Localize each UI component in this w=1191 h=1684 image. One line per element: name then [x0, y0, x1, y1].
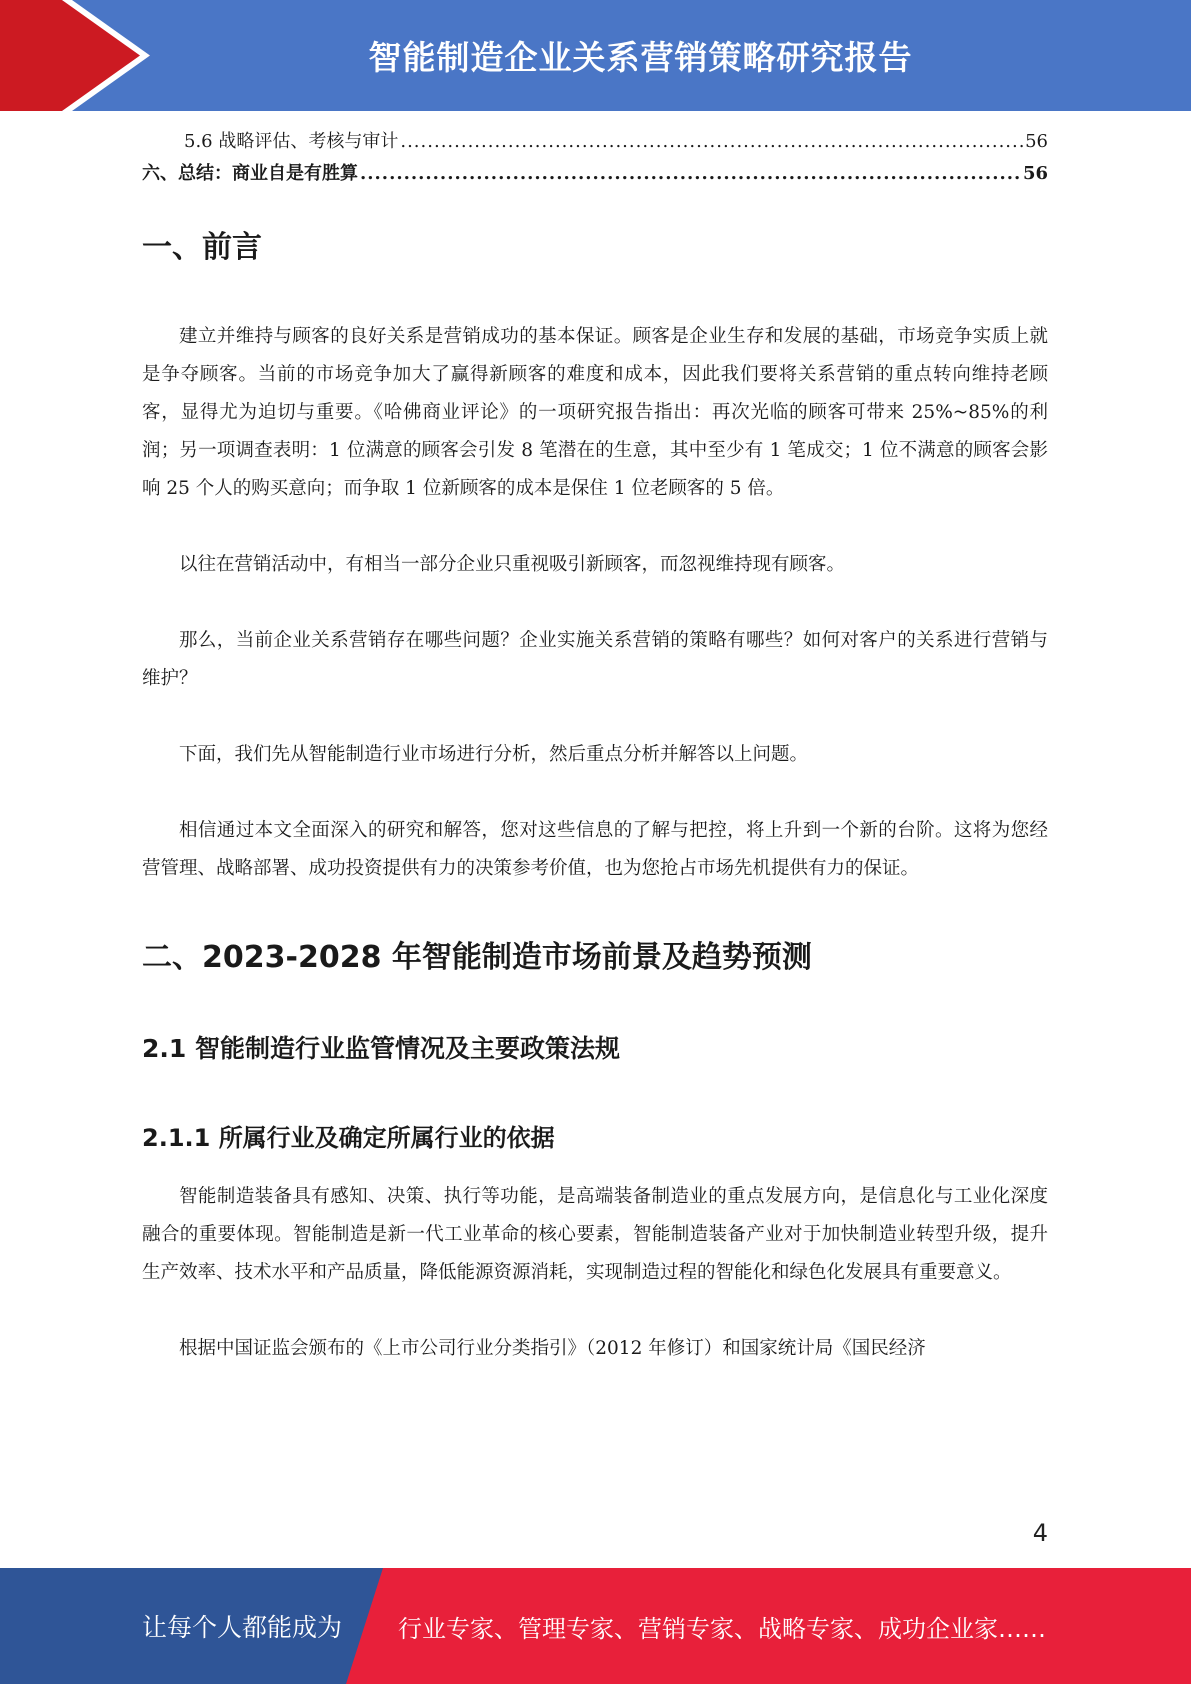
- forecast-paragraph: 根据中国证监会颁布的《上市公司行业分类指引》（2012 年修订）和国家统计局《国民经济: [179, 1338, 926, 1359]
- preface-paragraph: 相信通过本文全面深入的研究和解答，您对这些信息的了解与把控，将上升到一个新的台阶。这将为您经营管理、战略部署、成功投资提供有力的决策参考价值，也为您抢占市场先机提供有力的保证。: [142, 820, 1048, 879]
- toc-entry-page: 56: [1022, 163, 1048, 184]
- toc-leader-dots: [400, 126, 1023, 158]
- header-arrow-decoration: [0, 0, 150, 111]
- preface-paragraph: 以往在营销活动中，有相当一部分企业只重视吸引新顾客，而忽视维持现有顾客。: [179, 554, 846, 575]
- forecast-paragraph: 智能制造装备具有感知、决策、执行等功能，是高端装备制造业的重点发展方向，是信息化与工业化深度融合的重要体现。智能制造是新一代工业革命的核心要素，智能制造装备产业对于加快制造业转型升级，提升生产效率、技术水平和产品质量，降低能源资源消耗，实现制造过程的智能化和绿色化发展具有重要意义。: [142, 1186, 1048, 1283]
- section-2-1-heading: 2.1 智能制造行业监管情况及主要政策法规: [142, 1034, 620, 1063]
- footer-banner: [0, 1568, 1191, 1684]
- table-of-contents: [142, 126, 1048, 190]
- page-number: 4: [1032, 1519, 1048, 1547]
- preface-heading: 一、前言: [142, 230, 262, 265]
- report-title: 智能制造企业关系营销策略研究报告: [368, 38, 913, 77]
- section-2-1-1-heading: 2.1.1 所属行业及确定所属行业的依据: [142, 1124, 555, 1152]
- preface-paragraph: 建立并维持与顾客的良好关系是营销成功的基本保证。顾客是企业生存和发展的基础，市场竞争实质上就是争夺顾客。当前的市场竞争加大了赢得新顾客的难度和成本，因此我们要将关系营销的重点转向维持老顾客，显得尤为迫切与重要。《哈佛商业评论》的一项研究报告指出：再次光临的顾客可带来 25%~85%的利润；另一项调查表明：1 位满意的顾客会引发 8 笔潜在的生意，其中至少有 1 笔成交；1 位不满意的顾客会影响 25 个人的购买意向；而争取 1 位新顾客的成本是保住 1 位老顾客的 5 倍。: [142, 326, 1048, 499]
- preface-paragraph: 那么，当前企业关系营销存在哪些问题？企业实施关系营销的策略有哪些？如何对客户的关系进行营销与维护？: [142, 630, 1048, 689]
- footer-slogan-right: 行业专家、管理专家、营销专家、战略专家、成功企业家……: [398, 1614, 1046, 1643]
- toc-entry[interactable]: [142, 158, 1048, 190]
- footer-slogan-left: 让每个人都能成为: [142, 1613, 343, 1642]
- toc-entry-text: 六、总结：商业自是有胜算: [142, 163, 358, 184]
- toc-entry-text: 5.6 战略评估、考核与审计: [184, 131, 399, 152]
- forecast-heading: 二、2023-2028 年智能制造市场前景及趋势预测: [142, 940, 812, 975]
- header-bar: [0, 0, 1191, 111]
- toc-entry-page: 56: [1025, 131, 1048, 152]
- toc-entry[interactable]: [142, 126, 1048, 158]
- toc-leader-dots: [360, 158, 1021, 190]
- document-body: [142, 126, 1048, 1368]
- preface-paragraph: 下面，我们先从智能制造行业市场进行分析，然后重点分析并解答以上问题。: [179, 744, 809, 765]
